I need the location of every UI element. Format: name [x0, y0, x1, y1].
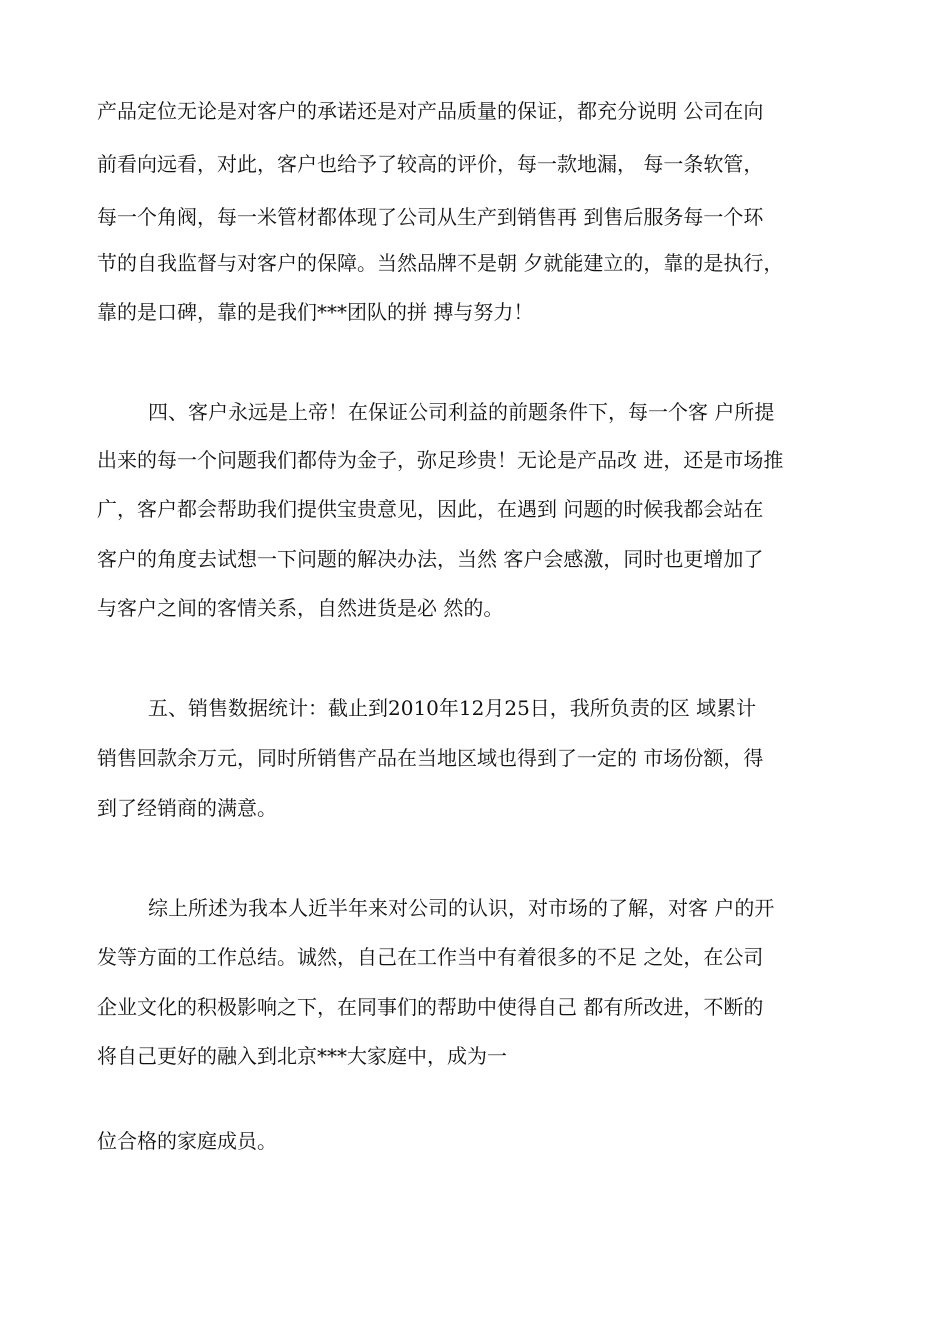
text-line: 广，客户都会帮助我们提供宝贵意见，因此，在遇到 问题的时候我都会站在: [97, 497, 764, 521]
text-line: 五、销售数据统计：截止到2010年12月25日，我所负责的区 域累计: [148, 696, 757, 720]
text-line: 出来的每一个问题我们都侍为金子，弥足珍贵！无论是产品改 进，还是市场推: [97, 448, 784, 472]
text-line: 节的自我监督与对客户的保障。当然品牌不是朝 夕就能建立的，靠的是执行，: [97, 251, 784, 275]
text-line: 产品定位无论是对客户的承诺还是对产品质量的保证，都充分说明 公司在向: [97, 99, 764, 123]
text-line: 销售回款余万元，同时所销售产品在当地区域也得到了一定的 市场份额，得: [97, 746, 764, 770]
text-line: 四、客户永远是上帝！在保证公司利益的前题条件下，每一个客 户所提: [148, 400, 775, 424]
text-line: 客户的角度去试想一下问题的解决办法，当然 客户会感激，同时也更增加了: [97, 547, 764, 571]
text-line: 靠的是口碑，靠的是我们***团队的拼 搏与努力！: [97, 300, 534, 324]
text-line: 综上所述为我本人近半年来对公司的认识，对市场的了解，对客 户的开: [148, 896, 775, 920]
text-line: 到了经销商的满意。: [97, 796, 277, 820]
text-line: 位合格的家庭成员。: [97, 1129, 277, 1153]
text-line: 前看向远看，对此，客户也给予了较高的评价，每一款地漏， 每一条软管，: [97, 152, 764, 176]
text-line: 每一个角阀，每一米管材都体现了公司从生产到销售再 到售后服务每一个环: [97, 205, 764, 229]
text-line: 与客户之间的客情关系，自然进货是必 然的。: [97, 596, 504, 620]
text-line: 企业文化的积极影响之下，在同事们的帮助中使得自己 都有所改进，不断的: [97, 995, 764, 1019]
text-line: 发等方面的工作总结。诚然，自己在工作当中有着很多的不足 之处，在公司: [97, 945, 764, 969]
text-line: 将自己更好的融入到北京***大家庭中，成为一: [97, 1044, 507, 1068]
